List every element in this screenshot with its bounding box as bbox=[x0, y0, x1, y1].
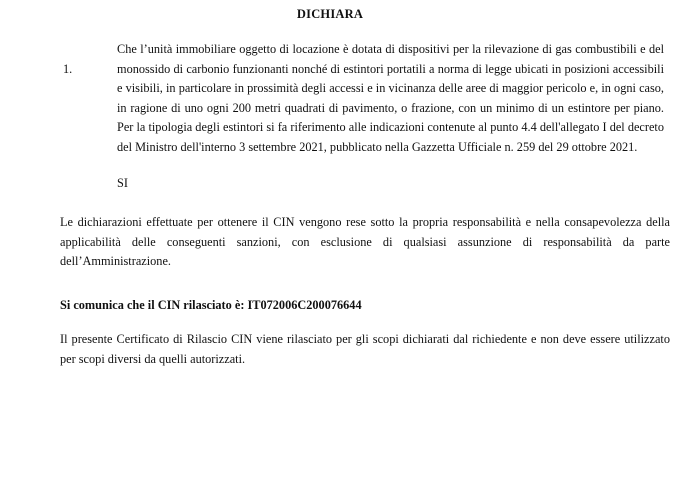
list-item-text: Che l’unità immobiliare oggetto di locazione è dotata di dispositivi per la rilevazione di gas combustibili e del monossido di carbonio funzionanti nonché di estintori portatili a norma di legge ubicati in posizioni accessibili e visibili, in particolare in prossimità degli accessi e in vicinanza delle aree di maggior pericolo e, in ogni caso, in ragione di uno ogni 200 metri quadrati di pavimento, o frazione, con un minimo di un estintore per piano. Per la tipologia degli estintori si fa riferimento alle indicazioni contenute al punto 4.4 dell'allegato I del decreto del Ministro dell'interno 3 settembre 2021, pubblicato nella Gazzetta Ufficiale n. 259 del 29 ottobre 2021. bbox=[117, 42, 664, 154]
declarations-paragraph: Le dichiarazioni effettuate per ottenere il CIN vengono rese sotto la propria responsabilità e nella consapevolezza della applicabilità delle conseguenti sanzioni, con esclusione di qualsiasi assunzione di responsabilità da parte dell’Amministrazione. bbox=[60, 215, 670, 269]
list-item-number: 1. bbox=[63, 62, 73, 76]
section-heading: DICHIARA bbox=[296, 7, 364, 21]
list-item-answer: SI bbox=[117, 176, 128, 190]
certificate-paragraph: Il presente Certificato di Rilascio CIN viene rilasciato per gli scopi dichiarati dal richiedente e non deve essere utilizzato per scopi diversi da quelli autorizzati. bbox=[60, 332, 670, 366]
cin-statement: Si comunica che il CIN rilasciato è: IT072006C200076644 bbox=[60, 298, 362, 312]
